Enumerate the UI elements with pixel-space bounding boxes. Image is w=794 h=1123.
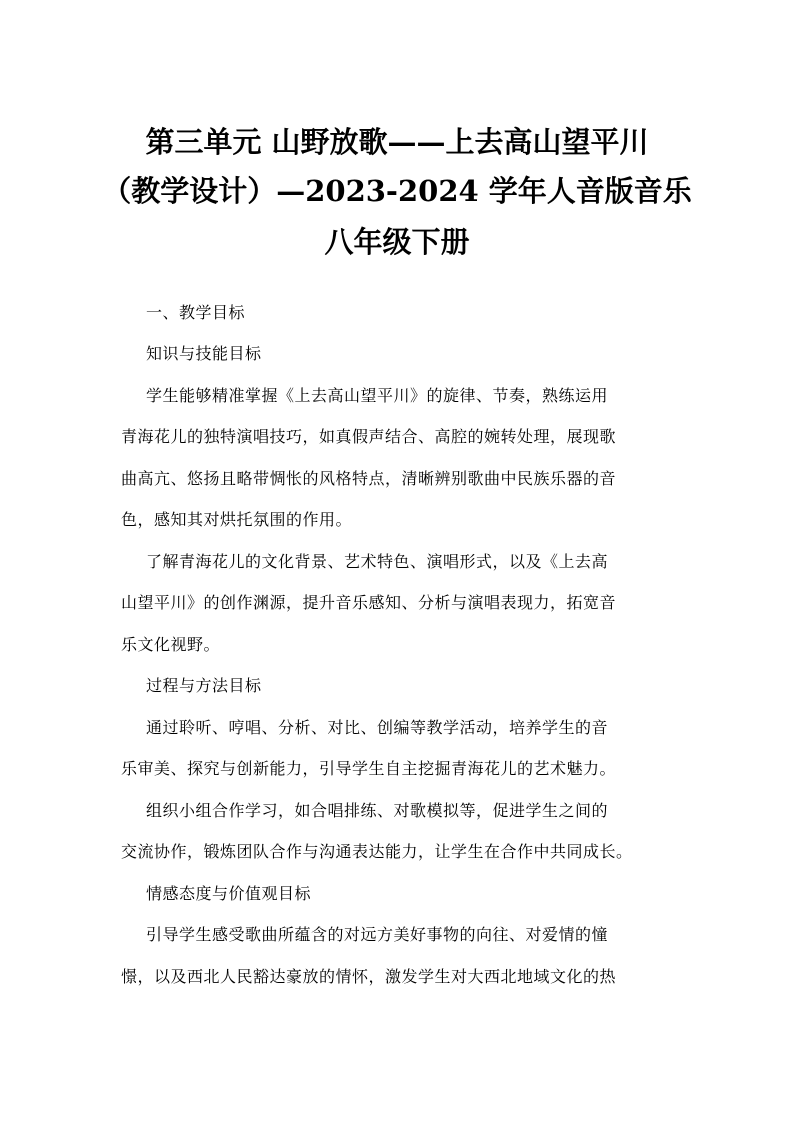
paragraph-line: 学生能够精准掌握《上去高山望平川》的旋律、节奏，熟练运用 <box>146 386 609 405</box>
document-title-line-3: 八年级下册 <box>324 225 470 259</box>
subsection-heading: 情感态度与价值观目标 <box>146 884 312 903</box>
section-heading: 一、教学目标 <box>146 303 246 322</box>
paragraph-line: 憬，以及西北人民豁达豪放的情怀，激发学生对大西北地域文化的热 <box>121 967 617 986</box>
document-title-line-2: （教学设计）—2023-2024 学年人音版音乐 <box>102 174 692 208</box>
paragraph-line: 交流协作，锻炼团队合作与沟通表达能力，让学生在合作中共同成长。 <box>121 842 633 861</box>
paragraph-line: 乐审美、探究与创新能力，引导学生自主挖掘青海花儿的艺术魅力。 <box>121 759 617 778</box>
paragraph-line: 青海花儿的独特演唱技巧，如真假声结合、高腔的婉转处理，展现歌 <box>121 427 617 446</box>
paragraph-line: 组织小组合作学习，如合唱排练、对歌模拟等，促进学生之间的 <box>146 801 609 820</box>
paragraph-line: 色，感知其对烘托氛围的作用。 <box>121 510 353 529</box>
paragraph-line: 曲高亢、悠扬且略带惆怅的风格特点，清晰辨别歌曲中民族乐器的音 <box>121 469 617 488</box>
paragraph-line: 乐文化视野。 <box>121 635 221 654</box>
subsection-heading: 过程与方法目标 <box>146 676 262 695</box>
subsection-heading: 知识与技能目标 <box>146 344 262 363</box>
paragraph-line: 了解青海花儿的文化背景、艺术特色、演唱形式，以及《上去高 <box>146 552 609 571</box>
document-title-line-1: 第三单元 山野放歌——上去高山望平川 <box>145 125 649 159</box>
paragraph-line: 山望平川》的创作渊源，提升音乐感知、分析与演唱表现力，拓宽音 <box>121 593 617 612</box>
paragraph-line: 通过聆听、哼唱、分析、对比、创编等教学活动，培养学生的音 <box>146 718 609 737</box>
paragraph-line: 引导学生感受歌曲所蕴含的对远方美好事物的向往、对爱情的憧 <box>146 925 609 944</box>
